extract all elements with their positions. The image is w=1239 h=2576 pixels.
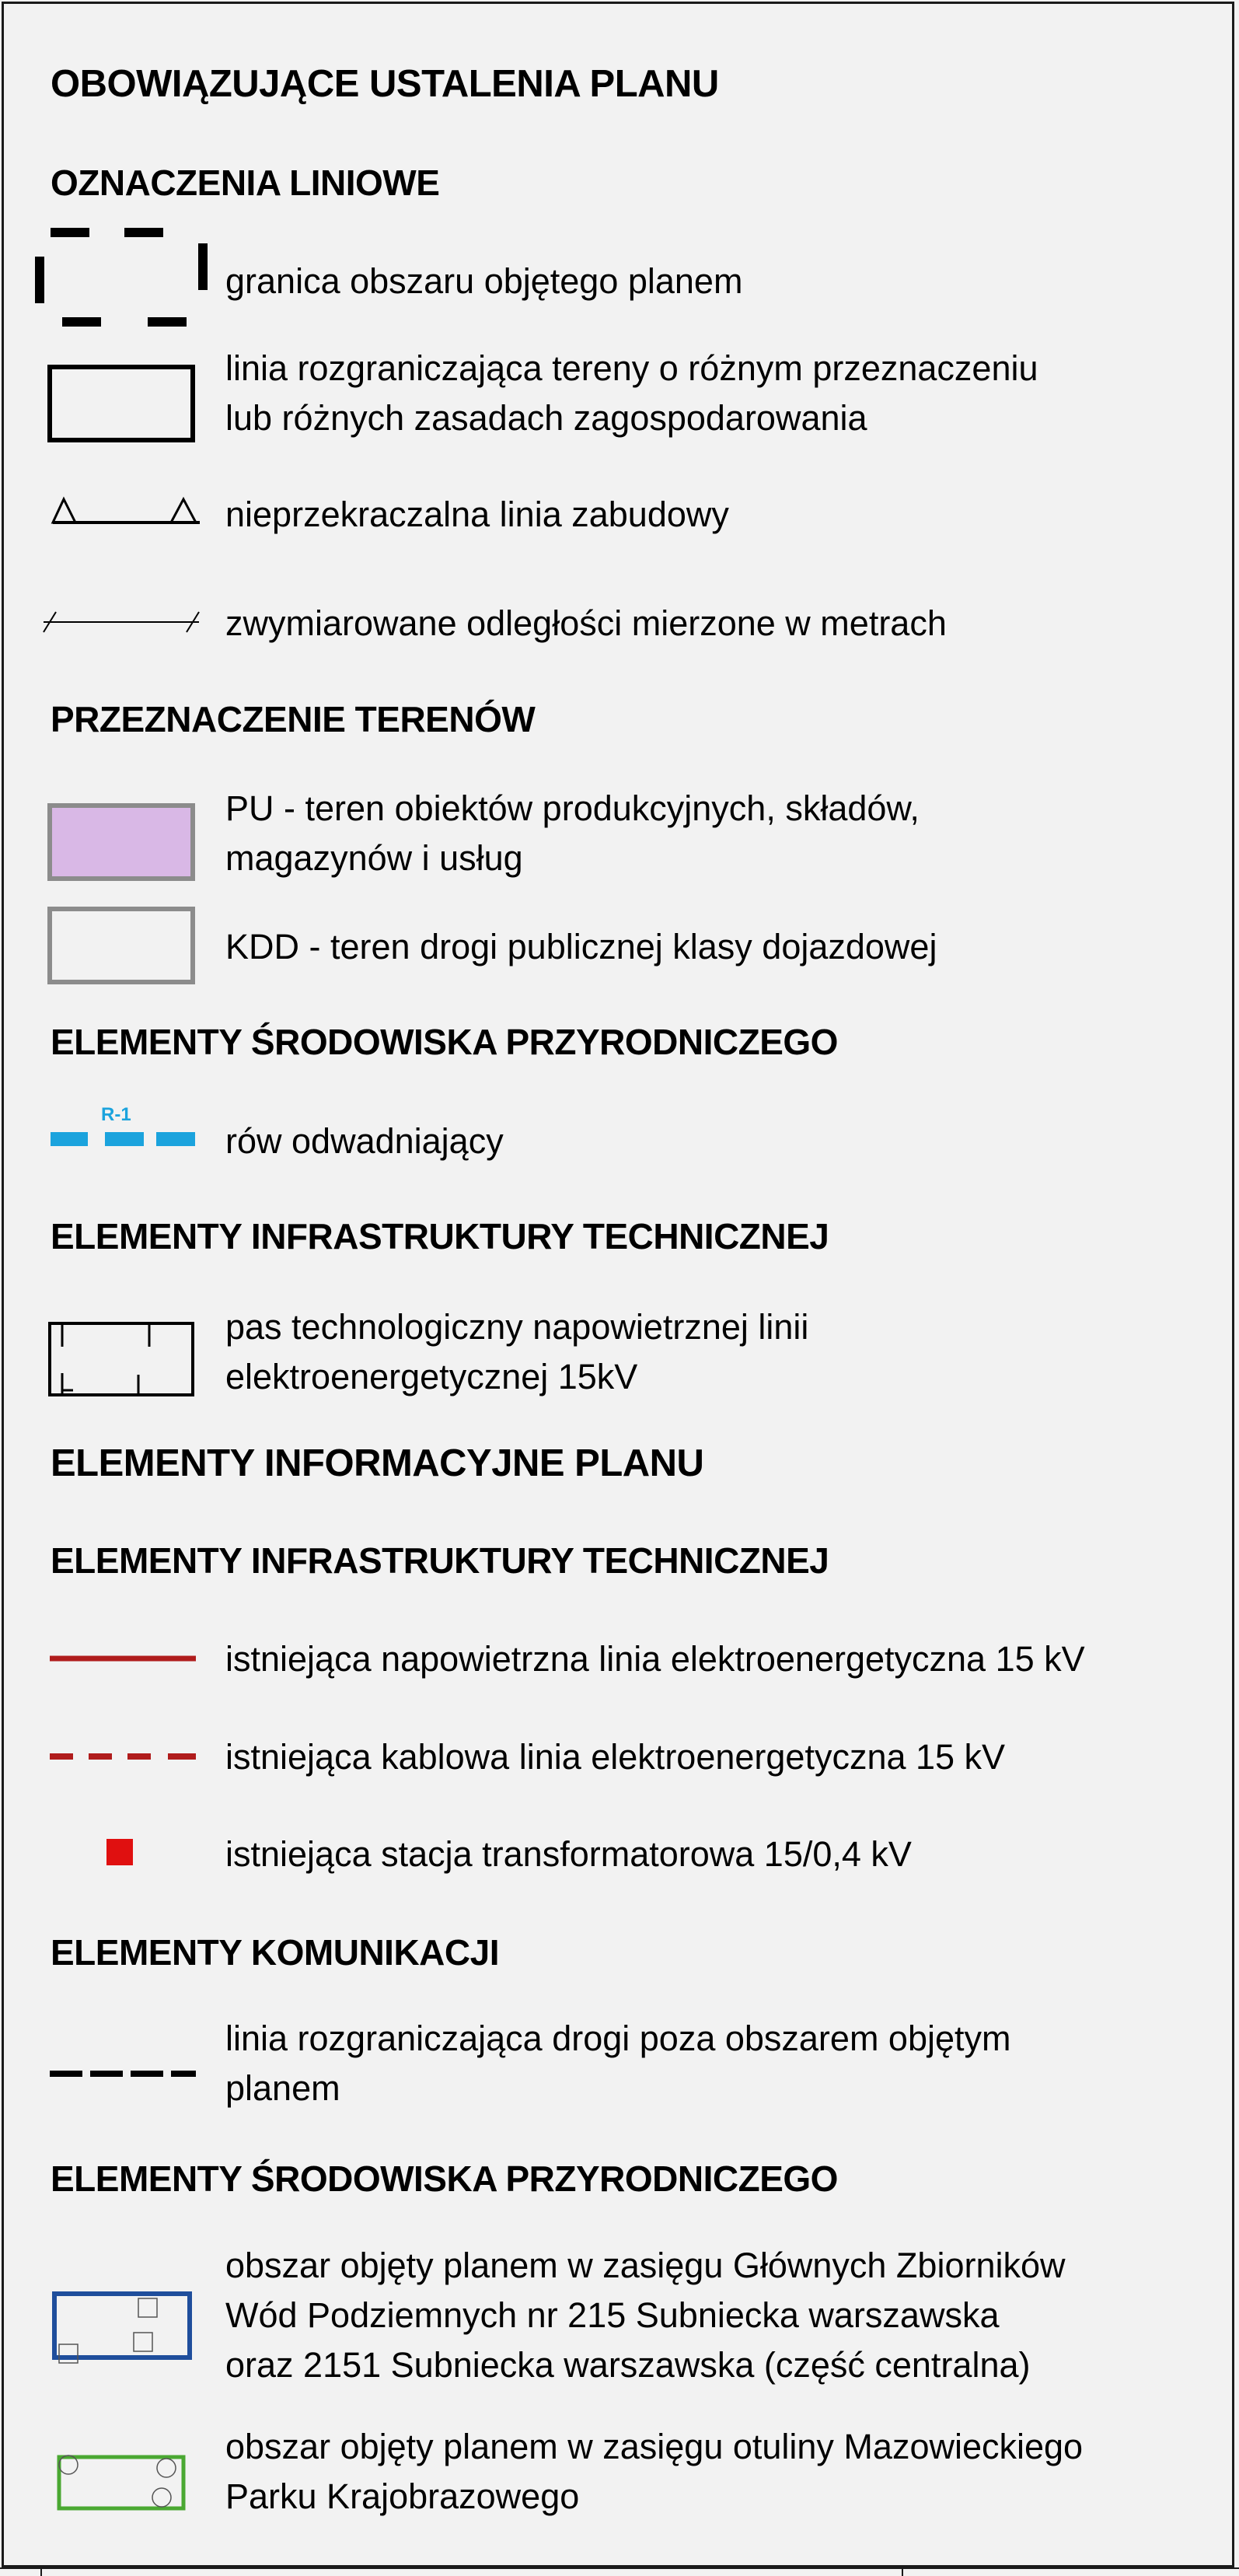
groundwater-reservoir-symbol	[47, 2290, 202, 2371]
landscape-park-label-line-2: Parku Krajobrazowego	[225, 2476, 580, 2516]
kdd-area-symbol	[47, 906, 202, 987]
road-demarcation-symbol	[47, 2062, 202, 2085]
technology-strip-symbol	[47, 1320, 202, 1401]
map-edge-tick	[902, 2569, 903, 2576]
heading-linear-markings: OZNACZENIA LINIOWE	[51, 163, 440, 203]
road-demarcation-label-line-1: linia rozgraniczająca drogi poza obszarem objętym	[225, 2019, 1011, 2058]
road-demarcation-label-line-2: planem	[225, 2068, 340, 2108]
kdd-label: KDD - teren drogi publicznej klasy dojazdowej	[225, 927, 937, 966]
heading-communication: ELEMENTY KOMUNIKACJI	[51, 1932, 499, 1973]
pu-fill	[50, 806, 193, 879]
transformer-station-label: istniejąca stacja transformatorowa 15/0,4 kV	[225, 1834, 912, 1874]
heading-land-use: PRZEZNACZENIE TERENÓW	[51, 699, 536, 739]
cable-power-line-symbol	[47, 1745, 202, 1768]
map-edge-strip	[0, 2567, 1239, 2576]
heading-binding-provisions: OBOWIĄZUJĄCE USTALENIA PLANU	[51, 63, 719, 105]
demarcation-label-line-2: lub różnych zasadach zagospodarowania	[225, 398, 867, 438]
groundwater-label-line-2: Wód Podziemnych nr 215 Subniecka warszawska	[225, 2295, 1000, 2335]
technology-strip-label-line-1: pas technologiczny napowietrznej linii	[225, 1307, 809, 1347]
heading-technical-infrastructure-info: ELEMENTY INFRASTRUKTURY TECHNICZNEJ	[51, 1540, 829, 1581]
pu-label-line-1: PU - teren obiektów produkcyjnych, składów,	[225, 788, 920, 828]
overhead-power-line-label: istniejąca napowietrzna linia elektroenergetyczna 15 kV	[225, 1639, 1085, 1679]
groundwater-label-line-3: oraz 2151 Subniecka warszawska (część centralna)	[225, 2345, 1031, 2385]
landscape-park-buffer-symbol	[47, 2448, 202, 2518]
dimension-line-symbol	[37, 603, 208, 641]
technology-strip-label-line-2: elektroenergetycznej 15kV	[225, 1357, 638, 1396]
plan-boundary-symbol	[31, 222, 218, 338]
dimension-label: zwymiarowane odległości mierzone w metrach	[225, 603, 947, 643]
map-edge-tick	[40, 2569, 42, 2576]
groundwater-label-line-1: obszar objęty planem w zasięgu Głównych Zbiorników	[225, 2246, 1066, 2285]
heading-technical-infrastructure: ELEMENTY INFRASTRUKTURY TECHNICZNEJ	[51, 1216, 829, 1257]
pu-area-symbol	[47, 802, 202, 883]
ditch-code-label: R-1	[101, 1104, 131, 1125]
demarcation-label-line-1: linia rozgraniczająca tereny o różnym przeznaczeniu	[225, 348, 1038, 388]
building-line-label: nieprzekraczalna linia zabudowy	[225, 495, 729, 534]
transformer-station-symbol	[105, 1837, 136, 1868]
drainage-ditch-symbol	[49, 1126, 204, 1149]
landscape-park-label-line-1: obszar objęty planem w zasięgu otuliny Mazowieckiego	[225, 2427, 1084, 2466]
pu-label-line-2: magazynów i usług	[225, 838, 523, 878]
plan-boundary-label: granica obszaru objętego planem	[225, 261, 743, 301]
drainage-ditch-label: rów odwadniający	[225, 1121, 504, 1161]
heading-natural-environment-info: ELEMENTY ŚRODOWISKA PRZYRODNICZEGO	[51, 2158, 838, 2199]
overhead-power-line-symbol	[47, 1647, 202, 1670]
building-line-symbol	[47, 490, 206, 529]
demarcation-line-symbol	[47, 364, 202, 445]
cable-power-line-label: istniejąca kablowa linia elektroenergetyczna 15 kV	[225, 1737, 1006, 1777]
heading-natural-environment: ELEMENTY ŚRODOWISKA PRZYRODNICZEGO	[51, 1022, 838, 1062]
heading-information-elements: ELEMENTY INFORMACYJNE PLANU	[51, 1442, 704, 1484]
